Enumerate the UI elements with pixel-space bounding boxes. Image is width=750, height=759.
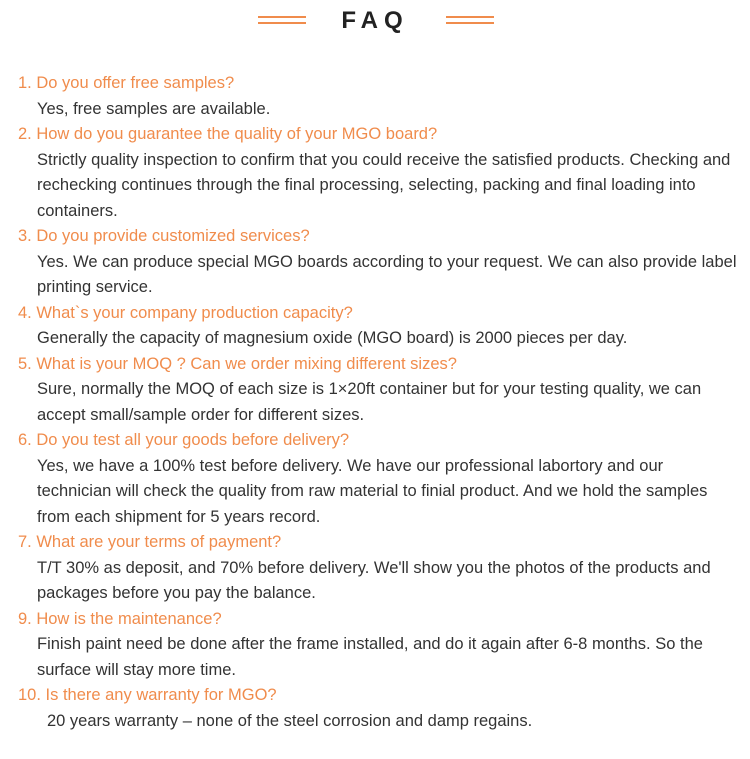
faq-answer: Yes, free samples are available.: [37, 99, 271, 118]
faq-question: 9. How is the maintenance?: [18, 609, 222, 628]
faq-item: [18, 122, 738, 224]
faq-question: 1. Do you offer free samples?: [18, 74, 235, 92]
faq-item: [18, 224, 738, 301]
faq-answer: Sure, normally the MOQ of each size is 1×20ft container but for your testing quality, we can accept small/sample order for different sizes.: [37, 380, 702, 424]
faq-answer: 20 years warranty – none of the steel corrosion and damp regains.: [47, 711, 533, 730]
faq-answer: Yes, we have a 100% test before delivery. We have our professional labortory and our technician will check the quality from raw material to finial product. And we hold the samples from each shipment for 5 years record.: [37, 456, 708, 526]
faq-item: [18, 352, 738, 429]
faq-answer: Generally the capacity of magnesium oxide (MGO board) is 2000 pieces per day.: [37, 329, 628, 347]
faq-item: [18, 71, 738, 122]
faq-item: [18, 301, 738, 352]
faq-question: 3. Do you provide customized services?: [18, 227, 310, 245]
faq-item: [18, 607, 738, 684]
faq-question: 10. Is there any warranty for MGO?: [18, 686, 277, 704]
faq-item: [18, 428, 738, 530]
faq-question: 5. What is your MOQ ? Can we order mixing different sizes?: [18, 354, 457, 373]
faq-answer: Finish paint need be done after the frame installed, and do it again after 6-8 months. So the surface will stay more time.: [37, 635, 703, 679]
faq-answer: Strictly quality inspection to confirm that you could receive the satisfied products. Checking and rechecking continues through the final processing, selecting, packing and final loading into containers.: [37, 150, 731, 220]
faq-item: [18, 683, 738, 734]
page-title: FAQ: [341, 7, 409, 34]
faq-answer: Yes. We can produce special MGO boards according to your request. We can also provide label printing service.: [37, 252, 737, 296]
faq-question: 7. What are your terms of payment?: [18, 533, 282, 551]
faq-item: [18, 530, 738, 607]
faq-question: 6. Do you test all your goods before delivery?: [18, 431, 350, 449]
title-decoration-right: [446, 16, 494, 24]
faq-list: [18, 71, 738, 734]
faq-question: 4. What`s your company production capacity?: [18, 303, 353, 322]
faq-header: [0, 0, 750, 44]
faq-question: 2. How do you guarantee the quality of your MGO board?: [18, 125, 438, 143]
faq-answer: T/T 30% as deposit, and 70% before delivery. We'll show you the photos of the products and packages before you pay the balance.: [37, 558, 711, 602]
